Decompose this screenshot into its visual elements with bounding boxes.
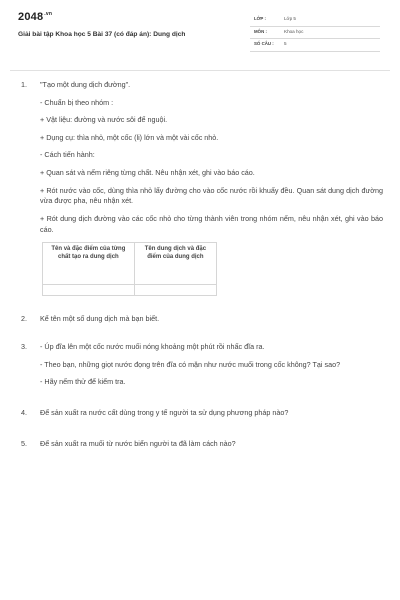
- meta-grade: [250, 14, 380, 27]
- question-text: Kể tên một số dung dịch mà bạn biết.: [40, 314, 160, 324]
- meta-subject: [250, 27, 380, 40]
- meta-label: MÔN :: [254, 28, 267, 34]
- question-number: 2.: [21, 314, 27, 324]
- table-row: [43, 285, 217, 296]
- question-number: 3.: [21, 342, 27, 352]
- document-title: Giải bài tập Khoa học 5 Bài 37 (có đáp án): Dung dịch: [18, 31, 186, 38]
- question-text: Để sản xuất ra muối từ nước biển người ta đã làm cách nào?: [40, 438, 236, 448]
- question-text: + Quan sát và nếm riêng từng chất. Nêu nhận xét, ghi vào báo cáo.: [40, 167, 255, 177]
- question-4: [18, 408, 383, 419]
- question-5: [18, 439, 383, 450]
- question-number: 4.: [21, 408, 27, 418]
- question-number: 5.: [21, 438, 27, 448]
- document-meta: [250, 14, 380, 52]
- question-text: - Cách tiến hành:: [40, 150, 95, 160]
- table-cell: [43, 285, 135, 296]
- question-text: - Úp đĩa lên một cốc nước muối nóng khoảng một phút rồi nhấc đĩa ra.: [40, 342, 265, 352]
- meta-value: 5: [284, 41, 287, 46]
- question-2: [18, 314, 383, 325]
- header-divider: [10, 70, 390, 71]
- question-3: [18, 342, 383, 388]
- report-table: [42, 242, 217, 296]
- question-1: [18, 80, 383, 296]
- question-text: + Rót dung dịch đường vào các cốc nhỏ cho từng thành viên trong nhóm nếm, nêu nhận xét, ghi vào báo cáo.: [40, 213, 383, 234]
- page-header: [0, 0, 400, 62]
- question-text: + Vật liệu: đường và nước sôi để nguội.: [40, 115, 168, 125]
- question-text: + Dụng cụ: thìa nhỏ, một cốc (li) lớn và một vài cốc nhỏ.: [40, 132, 219, 142]
- table-header-cell: Tên dung dịch và đặc điểm của dung dịch: [134, 243, 216, 285]
- meta-label: SỐ CÂU :: [254, 41, 274, 46]
- question-number: 1.: [21, 80, 27, 89]
- table-cell: [134, 285, 216, 296]
- question-text: - Hãy nếm thử để kiểm tra.: [40, 377, 126, 387]
- meta-label: LỚP :: [254, 16, 266, 21]
- meta-value: Khoa học: [284, 28, 304, 34]
- question-text: - Theo bạn, những giọt nước đọng trên đĩa có mặn như nước muối trong cốc không? Tại sao?: [40, 359, 341, 369]
- question-text: "Tạo một dung dịch đường".: [40, 80, 131, 89]
- question-list: [18, 80, 383, 457]
- table-header-row: [43, 243, 217, 285]
- question-text: Để sản xuất ra nước cất dùng trong y tế người ta sử dụng phương pháp nào?: [40, 408, 289, 418]
- site-logo[interactable]: $2048^{.vn}$: [18, 11, 53, 23]
- table-header-cell: Tên và đặc điểm của từng chất tạo ra dung dịch: [43, 243, 135, 285]
- question-text: - Chuẩn bị theo nhóm :: [40, 97, 114, 107]
- meta-question-count: [250, 39, 380, 52]
- question-text: + Rót nước vào cốc, dùng thìa nhỏ lấy đường cho vào cốc nước rồi khuấy đều. Quan sát dung dịch đường vừa được pha, nêu nhận xét.: [40, 185, 383, 206]
- meta-value: Lớp 5: [284, 16, 296, 21]
